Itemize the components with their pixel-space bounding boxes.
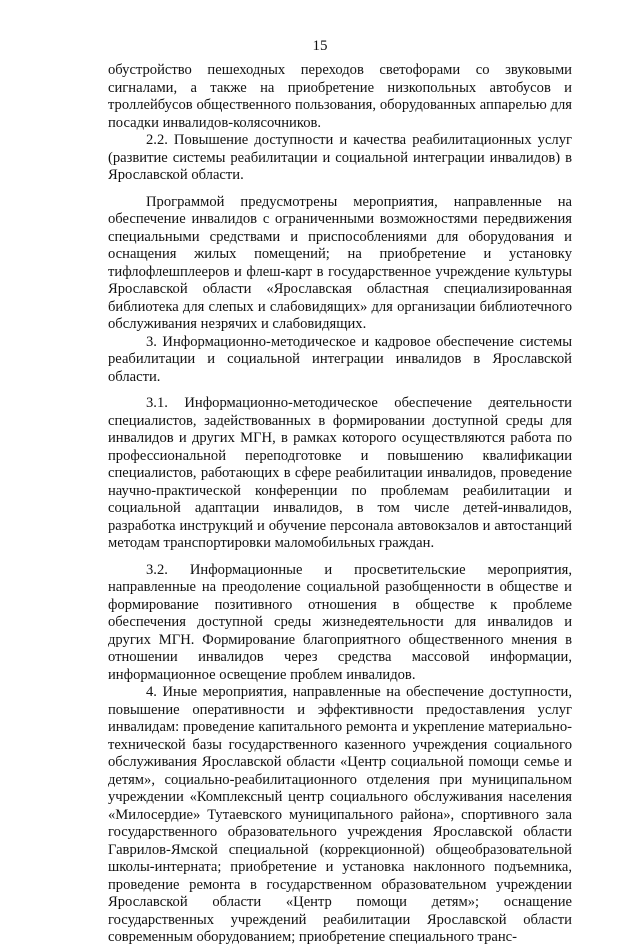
page-number: 15 — [312, 38, 328, 54]
paragraph-1: обустройство пешеходных переходов светофорами со звуковыми сигналами, а также на приобретение низкопольных автобусов и троллейбусов общественного пользования, оборудованных аппарелью для посадки инвалидов-колясочников. — [108, 62, 572, 131]
paragraph-3: Программой предусмотрены мероприятия, направленные на обеспечение инвалидов с ограниченными возможностями передвижения специальными средствами и приспособлениями для оборудования и оснащения жилых помещений; на приобретение и установку тифлофлешплееров и флеш-карт в государственное учреждение культуры Ярославской области «Ярославская областная специализированная библиотека для слепых и слабовидящих» для организации библиотечного обслуживания незрячих и слабовидящих. — [108, 193, 572, 332]
paragraph-4: 3. Информационно-методическое и кадровое обеспечение системы реабилитации и социальной интеграции инвалидов в Ярославской области. — [108, 333, 572, 385]
paragraph-7: 4. Иные мероприятия, направленные на обеспечение доступности, повышение оперативности и эффективности предоставления услуг инвалидам: проведение капитального ремонта и укрепление материально-технической базы государственного казенного учреждения социального обслуживания Ярославской области «Центр социальной помощи семье и детям», социально-реабилитационного отделения при муниципальном учреждении «Комплексный центр социального обслуживания населения «Милосердие» Тутаевского муниципального района», спортивного зала государственного образовательного учреждения Ярославской области Гаврилов-Ямской специальной (коррекционной) общеобразовательной школы-интерната; приобретение и установка наклонного подъемника, проведение ремонта в государственном образовательном учреждении Ярославской области «Центр помощи детям»; оснащение государственных учреждений реабилитации Ярославской области современным оборудованием; приобретение специального транс- — [108, 684, 572, 945]
paragraph-2: 2.2. Повышение доступности и качества реабилитационных услуг (развитие системы реабилитации и социальной интеграции инвалидов) в Ярославской области. — [108, 132, 572, 183]
paragraph-5: 3.1. Информационно-методическое обеспечение деятельности специалистов, задействованных в формировании доступной среды для инвалидов и других МГН, в рамках которого осуществляются работа по профессиональной переподготовке и повышению квалификации специалистов, работающих в сфере реабилитации инвалидов, проведение научно-практической конференции по проблемам реабилитации и социальной адаптации инвалидов, в том числе детей-инвалидов, разработка инструкций и обучение персонала автовокзалов и автостанций методам транспортировки маломобильных граждан. — [108, 395, 572, 551]
paragraph-6: 3.2. Информационные и просветительские мероприятия, направленные на преодоление социальной разобщенности в обществе и формирование позитивного отношения в обществе к проблеме обеспечения доступной среды жизнедеятельности для инвалидов и других МГН. Формирование благоприятного общественного мнения в отношении инвалидов через средства массовой информации, информационное освещение проблем инвалидов. — [108, 561, 572, 683]
document-body — [108, 62, 572, 947]
